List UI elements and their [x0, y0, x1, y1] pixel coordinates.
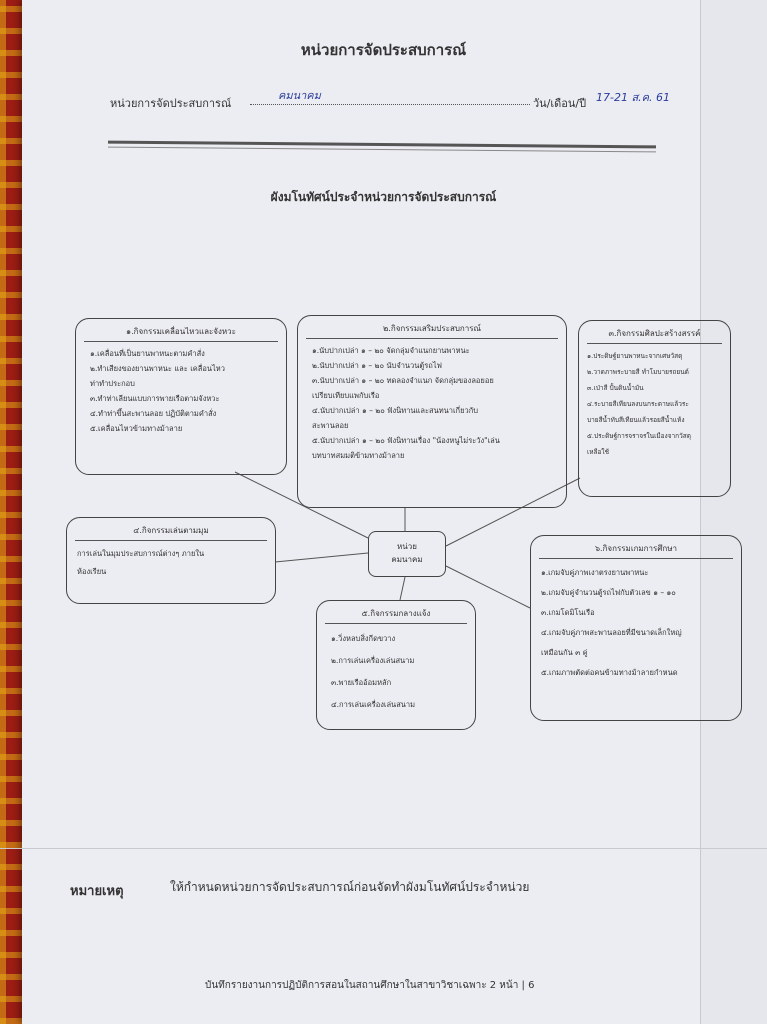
box-movement-activities — [75, 318, 287, 475]
connector-outdoor — [400, 577, 405, 600]
list-item: ๑.ประดิษฐ์ยานพาหนะจากเศษวัสดุ — [587, 352, 683, 360]
page-title: หน่วยการจัดประสบการณ์ — [300, 41, 467, 59]
list-item: ๓.พายเรืออ้อมหลัก — [331, 678, 392, 687]
center-unit-line1: หน่วย — [397, 542, 417, 551]
list-item: ๑.นับปากเปล่า ๑ – ๒๐ จัดกลุ่มจำแนกยานพาหนะ — [312, 346, 470, 355]
list-item: ๑.เกมจับคู่ภาพเงาตรงยานพาหนะ — [541, 568, 649, 577]
list-item: ๒.ทำเสียงของยานพาหนะ และ เคลื่อนไหว — [90, 364, 225, 373]
list-item: ๓.ทำท่าเลียนแบบการพายเรือตามจังหวะ — [90, 394, 220, 403]
list-item: ท่าทำประกอบ — [90, 379, 135, 388]
list-item: ๔.ทำท่าขึ้นสะพานลอย ปฏิบัติตามคำสั่ง — [90, 409, 217, 418]
box-movement-title: ๑.กิจกรรมเคลื่อนไหวและจังหวะ — [84, 319, 278, 342]
list-item: ๒.การเล่นเครื่องเล่นสนาม — [331, 656, 415, 665]
list-item: ๒.เกมจับคู่จำนวนตู้รถไฟกับตัวเลข ๑ – ๑๐ — [541, 588, 676, 597]
box-free-play-activities — [66, 517, 276, 604]
list-item: สะพานลอย — [312, 421, 349, 430]
list-item: บายสีน้ำทับสีเทียนแล้วรอยสีน้ำแห้ง — [587, 416, 685, 424]
box-enrichment-activities — [297, 315, 567, 508]
list-item: ๔.การเล่นเครื่องเล่นสนาม — [331, 700, 416, 709]
list-item: ๓.เป่าสี ปั้นดินน้ำมัน — [587, 384, 644, 392]
list-item: ๓.นับปากเปล่า ๑ – ๒๐ ทดลองจำแนก จัดกลุ่มของลอยอย — [312, 376, 494, 385]
list-item: ๕.นับปากเปล่า ๑ – ๒๐ ฟังนิทานเรื่อง "น้องหนูไม่ระวัง"เล่น — [312, 436, 500, 445]
date-handwritten-value: 17-21 ส.ค. 61 — [596, 91, 671, 104]
box-free-play-title: ๔.กิจกรรมเล่นตามมุม — [75, 518, 267, 541]
list-item: ๕.เคลื่อนไหวข้ามทางม้าลาย — [90, 424, 183, 433]
list-item: เหลือใช้ — [587, 448, 609, 456]
unit-handwritten-value: คมนาคม — [278, 89, 321, 102]
list-item: ๔.นับปากเปล่า ๑ – ๒๐ ฟังนิทานและสนทนาเกี่ยวกับ — [312, 406, 478, 415]
list-item: ๕.เกมภาพตัดต่อคนข้ามทางม้าลายกำหนด — [541, 668, 678, 677]
box-creative-title: ๓.กิจกรรมศิลปะสร้างสรรค์ — [587, 321, 722, 344]
list-item: บทบาทสมมติข้ามทางม้าลาย — [312, 451, 405, 460]
box-games-title: ๖.กิจกรรมเกมการศึกษา — [539, 536, 733, 559]
center-unit-line2: คมนาคม — [391, 555, 423, 564]
page-fold-line — [0, 848, 767, 849]
list-item: ห้องเรียน — [77, 567, 107, 576]
list-item: ๒.วาดภาพระบายสี ทำโมบายรถยนต์ — [587, 368, 689, 376]
box-enrichment-title: ๒.กิจกรรมเสริมประสบการณ์ — [306, 316, 558, 339]
box-creative-activities — [578, 320, 731, 497]
concept-map-title: ผังมโนทัศน์ประจำหน่วยการจัดประสบการณ์ — [270, 190, 497, 204]
list-item: ๒.นับปากเปล่า ๑ – ๒๐ นับจำนวนตู้รถไฟ — [312, 361, 442, 370]
list-item: ๑.วิ่งหลบสิ่งกีดขวาง — [331, 634, 396, 643]
connector-free-play — [275, 553, 368, 562]
list-item: ๓.เกมโดมิโนเรือ — [541, 608, 595, 617]
note-text: ให้กำหนดหน่วยการจัดประสบการณ์ก่อนจัดทำผังมโนทัศน์ประจำหน่วย — [170, 880, 530, 894]
box-outdoor-activities — [316, 600, 476, 730]
date-label: วัน/เดือน/ปี — [533, 97, 587, 110]
unit-label: หน่วยการจัดประสบการณ์ — [110, 97, 232, 110]
box-outdoor-title: ๕.กิจกรรมกลางแจ้ง — [325, 601, 467, 624]
note-label: หมายเหตุ — [70, 884, 124, 899]
list-item: ๔.ระบายสีเทียนลงบนกระดาษแล้วระ — [587, 400, 689, 408]
box-games-activities — [530, 535, 742, 721]
page-footer: บันทึกรายงานการปฏิบัติการสอนในสถานศึกษาในสาขาวิชาเฉพาะ 2 หน้า | 6 — [205, 980, 535, 991]
list-item: การเล่นในมุมประสบการณ์ต่างๆ ภายใน — [77, 549, 205, 558]
list-item: เปรียบเทียบแพกับเรือ — [312, 391, 380, 400]
list-item: ๕.ประดิษฐ์การจราจรในเมืองจากวัสดุ — [587, 432, 691, 440]
list-item: ๑.เคลื่อนที่เป็นยานพาหนะตามคำสั่ง — [90, 349, 205, 358]
center-unit-node — [368, 531, 446, 577]
list-item: เหมือนกัน ๓ คู่ — [541, 648, 588, 657]
list-item: ๔.เกมจับคู่ภาพสะพานลอยที่มีขนาดเล็กใหญ่ — [541, 628, 682, 637]
